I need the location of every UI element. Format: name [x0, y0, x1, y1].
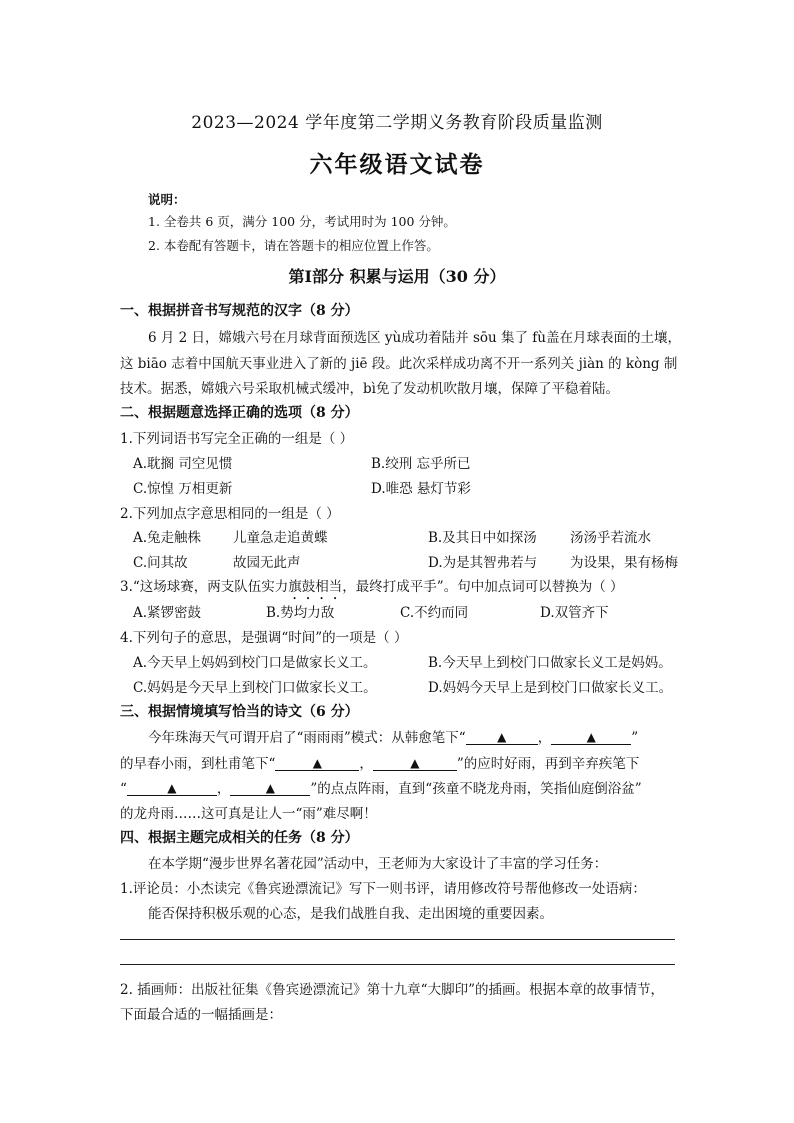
- option-c: C.惊惶 万相更新: [133, 481, 233, 497]
- paragraph-line: 技术。据悉，嫦娥六号采取机械式缓冲，bì免了发动机吹散月壤，保障了平稳着陆。: [120, 381, 619, 397]
- answer-blank: [127, 781, 217, 796]
- option-a: A.今天早上妈妈到校门口是做家长义工。: [133, 655, 377, 671]
- question-stem: 1.下列词语书写完全正确的一组是（ ）: [120, 431, 354, 447]
- section-title: 一、根据拼音书写规范的汉字（8 分）: [120, 303, 359, 319]
- poem-fill-line: [120, 752, 639, 772]
- section-title: 四、根据主题完成相关的任务（8 分）: [120, 830, 359, 846]
- answer-blank: [275, 756, 359, 771]
- answer-blank: [373, 756, 457, 771]
- answer-line: [120, 964, 675, 965]
- notes-label: 说明：: [148, 192, 186, 207]
- option-d-phrase: 为设果，果有杨梅: [570, 555, 678, 571]
- option-b: B.绞刑 忘乎所已: [371, 456, 471, 472]
- task-stem: 2. 插画师：出版社征集《鲁宾逊漂流记》第十九章“大脚印”的插画。根据本章的故事情节，: [120, 982, 664, 998]
- stem-text: ，最终打成平手”。句中加点词可以替换为（ ）: [342, 579, 624, 595]
- section-title: 三、根据情境填写恰当的诗文（6 分）: [120, 704, 359, 720]
- option-c: C.问其故: [133, 555, 188, 571]
- exam-title: 2023—2024 学年度第二学期义务教育阶段质量监测: [191, 113, 603, 133]
- question-stem: 4.下列句子的意思，是强调“时间”的一项是（ ）: [120, 630, 408, 646]
- line-text: “: [120, 781, 127, 797]
- stem-text: 3.“这场球赛，两支队伍实力: [120, 579, 289, 595]
- line-text: 的早春小雨，到杜甫笔下“: [120, 756, 276, 772]
- option-a: A.耽搁 司空见惯: [133, 456, 233, 472]
- line-text: 今年珠海天气可谓开启了“雨雨雨”模式：从韩愈笔下“: [148, 730, 466, 746]
- option-a: A.紧锣密鼓: [133, 605, 202, 621]
- triangle-marker-icon: ▲: [265, 781, 276, 795]
- part-title: 第Ⅰ部分 积累与运用（30 分）: [288, 267, 506, 286]
- line-text: ，: [216, 781, 231, 797]
- answer-line: [120, 939, 675, 940]
- option-d: D.为是其智弗若与: [428, 555, 538, 571]
- task-sentence: 能否保持积极乐观的心态，是我们战胜自我、走出困境的重要因素。: [148, 906, 553, 922]
- note-item: 1. 全卷共 6 页，满分 100 分，考试用时为 100 分钟。: [148, 214, 456, 229]
- line-text: ”的点点阵雨，直到“孩童不晓龙舟雨，笑指仙庭倒浴盆”: [310, 781, 642, 797]
- triangle-marker-icon: ▲: [410, 756, 420, 770]
- option-c-phrase: 故园无此声: [233, 555, 301, 571]
- dotted-word: 旗鼓相当: [288, 579, 343, 595]
- option-b: B.今天早上到校门口做家长义工是妈妈。: [428, 655, 672, 671]
- task-stem: 1.评论员：小杰读完《鲁宾逊漂流记》写下一则书评，请用修改符号帮他修改一处语病：: [120, 881, 646, 897]
- paragraph-line: 的龙舟雨……这可真是让人一“雨”难尽啊！: [120, 806, 377, 822]
- option-b: B.及其日中如探汤: [428, 530, 537, 546]
- question-stem: 2.下列加点字意思相同的一组是（ ）: [120, 506, 340, 522]
- option-a: A.兔走触株: [133, 530, 202, 546]
- option-d: D.唯恐 悬灯节彩: [371, 481, 471, 497]
- line-text: ”的应时好雨，再到辛弃疾笔下: [456, 756, 640, 772]
- question-stem: [120, 575, 624, 603]
- line-text: ，: [537, 730, 552, 746]
- paragraph-line: 在本学期“漫步世界名著花园”活动中，王老师为大家设计了丰富的学习任务：: [148, 856, 608, 872]
- triangle-marker-icon: ▲: [312, 756, 323, 770]
- option-a-phrase: 儿童急走追黄蝶: [233, 530, 328, 546]
- paper-title: 六年级语文试卷: [309, 151, 485, 178]
- line-text: ，: [359, 756, 373, 772]
- paragraph-line: 这 biāo 志着中国航天事业进入了新的 jiē 段。此次采样成功离不开一系列关 jiàn 的 kòng 制: [120, 356, 678, 372]
- option-c: C.妈妈是今天早上到校门口做家长义工。: [133, 680, 377, 696]
- triangle-marker-icon: ▲: [497, 730, 507, 744]
- option-b-phrase: 汤汤乎若流水: [570, 530, 651, 546]
- triangle-marker-icon: ▲: [586, 730, 596, 744]
- answer-blank: [230, 781, 310, 796]
- poem-fill-line: [148, 726, 638, 746]
- poem-fill-line: [120, 777, 642, 797]
- task-stem: 下面最合适的一幅插画是：: [120, 1007, 282, 1023]
- note-item: 2. 本卷配有答题卡，请在答题卡的相应位置上作答。: [148, 238, 439, 253]
- answer-blank: [551, 730, 631, 745]
- section-title: 二、根据题意选择正确的选项（8 分）: [120, 405, 359, 421]
- option-c: C.不约而同: [400, 605, 469, 621]
- paragraph-line: 6 月 2 日，嫦娥六号在月球背面预选区 yù成功着陆并 sōu 集了 fù盖在月球表面的土壤，: [148, 330, 681, 346]
- line-text: ”: [631, 730, 639, 746]
- triangle-marker-icon: ▲: [167, 781, 177, 795]
- option-d: D.双管齐下: [540, 605, 609, 621]
- option-d: D.妈妈今天早上是到校门口做家长义工。: [428, 680, 673, 696]
- option-b: B.势均力敌: [266, 605, 335, 621]
- answer-blank: [466, 730, 538, 745]
